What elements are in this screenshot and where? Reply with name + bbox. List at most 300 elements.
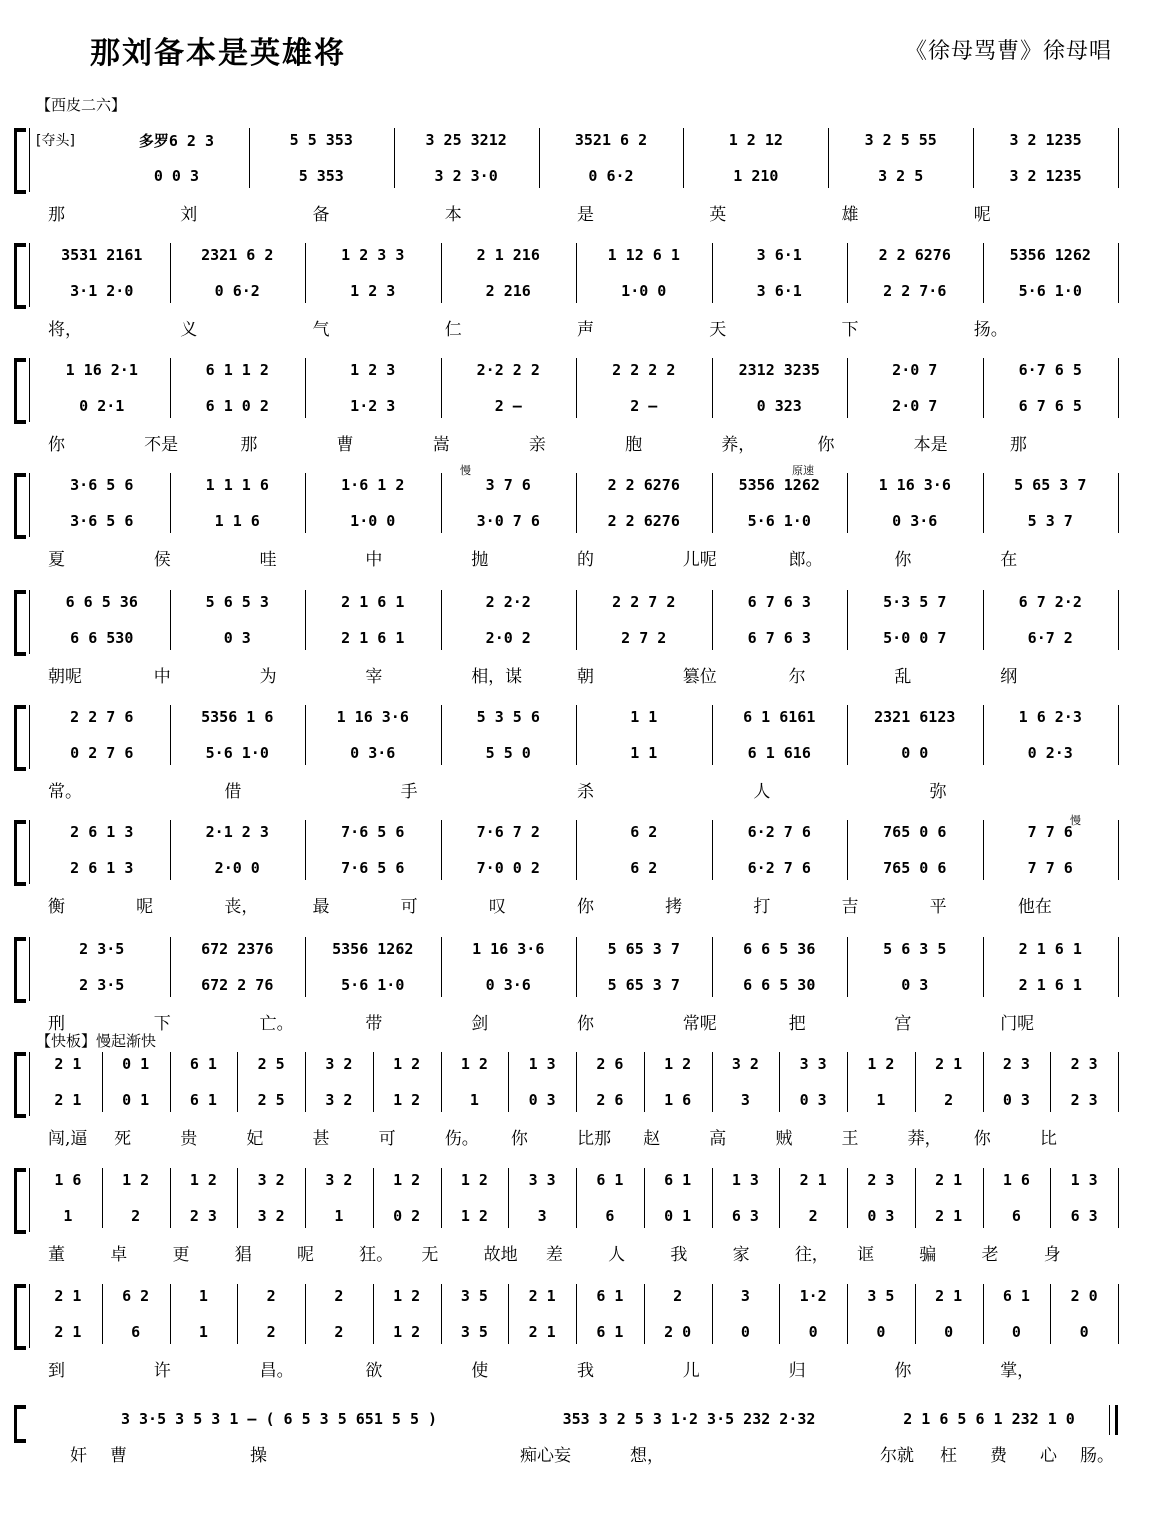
measure — [400, 166, 533, 186]
measure — [989, 628, 1113, 648]
lyric-syllable: 死 — [114, 1129, 132, 1149]
lyric-syllable: 卓 — [110, 1245, 128, 1265]
notation-text: 3·1 2·0 — [70, 282, 134, 300]
barline — [441, 705, 442, 765]
score-system — [14, 128, 1132, 228]
notation-text: 3·6 5 6 — [70, 512, 134, 530]
barline — [847, 473, 848, 533]
lower-staff — [14, 1206, 1132, 1226]
measure — [514, 1170, 570, 1190]
notation-text: 1 12 6 1 — [607, 246, 680, 264]
lyric-syllable: 我 — [577, 1361, 594, 1381]
lyric-syllable: 人 — [608, 1245, 626, 1265]
barline — [305, 820, 306, 880]
barline — [441, 1052, 442, 1112]
notation-text: 2 1 216 — [476, 246, 540, 264]
notation-text: 3 3 — [799, 1055, 827, 1073]
measure — [689, 130, 822, 150]
measure — [447, 628, 571, 648]
barline — [779, 1284, 780, 1344]
notation-text: 2 — [334, 1287, 344, 1305]
notation-text: 1 6 — [54, 1171, 82, 1189]
notation-text: 1 3 — [1070, 1171, 1098, 1189]
notation-text: 1 2 — [393, 1091, 421, 1109]
notation-text: 1 6 2·3 — [1018, 708, 1082, 726]
notation-text: 2 1 — [935, 1207, 963, 1225]
notation-text: 5356 1262 — [738, 476, 820, 494]
notation-text: 0 3 — [1002, 1091, 1030, 1109]
measure — [243, 1322, 299, 1342]
measure — [545, 130, 678, 150]
lyric-line — [70, 1441, 1114, 1466]
measure — [176, 1206, 232, 1226]
measure — [514, 1206, 570, 1226]
lyric-syllable: 宫 — [894, 1014, 912, 1034]
measure — [785, 1090, 841, 1110]
measure — [1056, 1286, 1112, 1306]
lyric-syllable: 你 — [894, 550, 912, 570]
measure — [989, 281, 1113, 301]
measure — [176, 1286, 232, 1306]
lyric-syllable: 往， — [794, 1245, 829, 1265]
barline — [983, 1284, 984, 1344]
lyric-syllable: 尔 — [788, 667, 806, 687]
notation-text: 0 6·2 — [588, 167, 634, 185]
barline — [576, 937, 577, 997]
notation-text: 2 1 — [54, 1287, 82, 1305]
notation-text: 1 2 12 — [728, 131, 783, 149]
measure — [447, 360, 571, 380]
measure — [853, 511, 977, 531]
notation-text: 2 6 1 3 — [70, 859, 134, 877]
notation-text: 2 3 — [189, 1207, 217, 1225]
barline — [576, 590, 577, 650]
measure — [40, 281, 164, 301]
lyric-syllable: 肠。 — [1080, 1446, 1114, 1466]
lyric-syllable: 丧， — [224, 897, 259, 917]
lyric-syllable: 曹 — [110, 1446, 127, 1466]
lyric-syllable: 尔就 — [880, 1446, 914, 1466]
song-source: 《徐母骂曹》徐母唱 — [904, 39, 1112, 64]
measure — [989, 475, 1113, 495]
notation-text: 2 1 — [528, 1323, 556, 1341]
barline — [983, 705, 984, 765]
lyric-syllable: 诓 — [857, 1245, 875, 1265]
song-title: 那刘备本是英雄将 — [90, 36, 346, 71]
lyric-syllable: 手 — [400, 782, 418, 802]
barline — [712, 1284, 713, 1344]
lyric-syllable: 本是 — [913, 435, 948, 455]
barline — [170, 358, 171, 418]
notation-text: 3 25 3212 — [425, 131, 507, 149]
notation-text: 6 1 — [1002, 1287, 1030, 1305]
notation-text: 7·0 0 2 — [476, 859, 540, 877]
notation-text: 6 1 6161 — [743, 708, 816, 726]
measure — [40, 245, 164, 265]
notation-text: 672 2 76 — [201, 976, 274, 994]
notation-text: 6 1 — [189, 1055, 217, 1073]
lyric-syllable: 你 — [894, 1361, 912, 1381]
barline — [712, 1168, 713, 1228]
notation-text: 2 2 7·6 — [883, 282, 947, 300]
notation-text: 1 2 — [393, 1055, 421, 1073]
barline — [102, 1052, 103, 1112]
measure — [718, 1054, 774, 1074]
measure — [582, 822, 706, 842]
measure — [785, 1286, 841, 1306]
lower-staff — [14, 628, 1132, 648]
notation-text: 0 0 3 — [153, 167, 199, 185]
measure — [874, 1409, 1104, 1429]
notation-text: 5 5 353 — [289, 131, 353, 149]
final-barline-thin — [1109, 1405, 1110, 1435]
notation-text: 2 3·5 — [79, 940, 125, 958]
notation-text: 0 2·3 — [1027, 744, 1073, 762]
notation-text: 2 1 6 1 — [341, 629, 405, 647]
measure — [1056, 1170, 1112, 1190]
measure — [853, 1322, 909, 1342]
notation-text: 5 65 3 7 — [607, 976, 680, 994]
notation-text: 2 2 7 6 — [70, 708, 134, 726]
barline — [1118, 1168, 1119, 1228]
notation-text: 1 2 — [460, 1207, 488, 1225]
measure — [582, 475, 706, 495]
notation-text: 3 — [740, 1091, 750, 1109]
barline — [644, 1284, 645, 1344]
measure — [582, 1322, 638, 1342]
measure — [379, 1286, 435, 1306]
measure — [40, 360, 164, 380]
measure — [921, 1322, 977, 1342]
notation-text: 0 3·6 — [892, 512, 938, 530]
measure — [311, 743, 435, 763]
lyric-syllable: 无 — [421, 1245, 439, 1265]
measure — [582, 1090, 638, 1110]
notation-text: 5 5 0 — [485, 744, 531, 762]
notation-text: 6 6 5 30 — [743, 976, 816, 994]
notation-text: 1 6 — [664, 1091, 692, 1109]
measure — [514, 1090, 570, 1110]
measure — [853, 1054, 909, 1074]
notation-text: 多罗6 2 3 — [138, 131, 214, 150]
measure — [447, 1170, 503, 1190]
measure — [582, 975, 706, 995]
measure — [311, 1206, 367, 1226]
notation-text: 0 1 — [122, 1091, 150, 1109]
notation-text: 6 1 — [664, 1171, 692, 1189]
notation-text: 7·6 5 6 — [341, 859, 405, 877]
measure — [108, 1054, 164, 1074]
lyric-syllable: 狂。 — [359, 1245, 394, 1265]
barline — [1118, 1284, 1119, 1344]
barline — [170, 937, 171, 997]
measure — [718, 360, 842, 380]
lyric-syllable: 费 — [990, 1446, 1007, 1466]
notation-text: 3 7 6 — [485, 476, 531, 494]
notation-text: 0 0 — [901, 744, 929, 762]
notation-text: 6 3 — [731, 1207, 759, 1225]
lower-staff — [14, 1322, 1132, 1342]
notation-text: 6 7 6 3 — [747, 593, 811, 611]
barline — [983, 820, 984, 880]
notation-text: 6 6 530 — [70, 629, 134, 647]
barline — [170, 1052, 171, 1112]
notation-text: 2 1 — [54, 1055, 82, 1073]
measure — [176, 592, 300, 612]
notation-text: 2 3·5 — [79, 976, 125, 994]
lyric-syllable: 郎。 — [788, 550, 823, 570]
lyric-syllable: 更 — [172, 1245, 190, 1265]
lyric-syllable: 伤。 — [444, 1129, 479, 1149]
measure — [989, 245, 1113, 265]
measure — [718, 592, 842, 612]
barline — [712, 358, 713, 418]
lyric-syllable: 操 — [250, 1446, 267, 1466]
notation-text: 6·7 6 5 — [1018, 361, 1082, 379]
measure — [921, 1054, 977, 1074]
notation-text: 5356 1 6 — [201, 708, 274, 726]
measure — [243, 1286, 299, 1306]
measure — [40, 975, 164, 995]
barline — [508, 1052, 509, 1112]
measure — [979, 166, 1112, 186]
measure — [40, 396, 164, 416]
lyric-syllable: 亡。 — [259, 1014, 294, 1034]
notation-text: 3521 6 2 — [574, 131, 648, 149]
lyric-line — [44, 1009, 1132, 1033]
notation-text: 0 2·1 — [79, 397, 125, 415]
measure — [582, 360, 706, 380]
measure — [311, 396, 435, 416]
barline — [441, 937, 442, 997]
measure — [176, 360, 300, 380]
measure — [650, 1322, 706, 1342]
notation-text: 3 2 1235 — [1009, 131, 1082, 149]
lyric-line — [44, 777, 1132, 801]
barline — [102, 1284, 103, 1344]
measure — [40, 939, 164, 959]
measure — [718, 1170, 774, 1190]
measure — [834, 166, 967, 186]
measure — [176, 1090, 232, 1110]
barline — [915, 1052, 916, 1112]
notation-text: 1 2 — [393, 1323, 421, 1341]
notation-text: 0 1 — [664, 1207, 692, 1225]
measure — [718, 1090, 774, 1110]
lower-staff — [14, 281, 1132, 301]
barline — [847, 705, 848, 765]
lyric-syllable: 哇 — [259, 550, 277, 570]
measure — [447, 1286, 503, 1306]
lyric-syllable: 是 — [577, 205, 594, 225]
tempo-mark: 慢 — [460, 464, 471, 477]
score-system — [14, 1052, 1132, 1152]
barline — [441, 243, 442, 303]
barline — [847, 820, 848, 880]
measure — [853, 858, 977, 878]
lyric-syllable: 亲 — [528, 435, 546, 455]
measure — [650, 1286, 706, 1306]
measure — [989, 822, 1113, 842]
upper-staff — [14, 245, 1132, 265]
measure — [514, 1054, 570, 1074]
notation-text: 7·6 7 2 — [476, 823, 540, 841]
lyric-syllable: 归 — [788, 1361, 806, 1381]
measure — [447, 707, 571, 727]
barline — [576, 473, 577, 533]
barline — [983, 590, 984, 650]
notation-text: 3·6 5 6 — [70, 476, 134, 494]
measure — [853, 743, 977, 763]
measure — [447, 1054, 503, 1074]
notation-text: 6·2 7 6 — [747, 859, 811, 877]
notation-text: 0 — [808, 1323, 818, 1341]
notation-text: 1 2 — [460, 1055, 488, 1073]
measure — [311, 281, 435, 301]
barline — [305, 358, 306, 418]
lyric-syllable: 嵩 — [432, 435, 450, 455]
barline — [683, 128, 684, 188]
lyric-syllable: 那 — [48, 205, 65, 225]
upper-staff — [14, 1286, 1132, 1306]
notation-text: 2 – — [630, 397, 658, 415]
measure — [650, 1090, 706, 1110]
notation-text: 5·6 1·0 — [205, 744, 269, 762]
notation-text: 1 — [198, 1287, 208, 1305]
notation-text: 0 — [944, 1323, 954, 1341]
notation-text: 6 1 — [596, 1171, 624, 1189]
measure — [989, 592, 1113, 612]
measure — [582, 1054, 638, 1074]
lyric-syllable: 天 — [709, 320, 727, 340]
notation-text: 2 6 — [596, 1055, 624, 1073]
notation-text: 2 3 — [1070, 1091, 1098, 1109]
notation-text: 1 2 — [664, 1055, 692, 1073]
notation-text: 2 1 — [528, 1287, 556, 1305]
notation-text: 3 5 — [460, 1287, 488, 1305]
barline — [973, 128, 974, 188]
measure — [311, 1286, 367, 1306]
measure — [989, 939, 1113, 959]
notation-text: 0 3 — [528, 1091, 556, 1109]
lyric-syllable: 侯 — [153, 550, 171, 570]
notation-text: 1 1 — [630, 708, 658, 726]
measure — [979, 130, 1112, 150]
barline — [170, 243, 171, 303]
measure — [108, 1286, 164, 1306]
lyric-syllable: 纲 — [1000, 667, 1018, 687]
lyric-syllable: 老 — [981, 1245, 999, 1265]
measure — [176, 475, 300, 495]
upper-staff — [14, 707, 1132, 727]
notation-text: 7·6 5 6 — [341, 823, 405, 841]
measure — [54, 1409, 504, 1429]
barline — [915, 1284, 916, 1344]
measure — [1056, 1206, 1112, 1226]
measure — [853, 245, 977, 265]
measure — [447, 939, 571, 959]
score-system — [14, 937, 1132, 1037]
barline — [779, 1052, 780, 1112]
measure — [582, 245, 706, 265]
measure — [40, 1322, 96, 1342]
lyric-syllable: 儿呢 — [682, 550, 717, 570]
notation-text: 1 2 — [867, 1055, 895, 1073]
measure — [853, 396, 977, 416]
barline — [644, 1168, 645, 1228]
measure — [176, 939, 300, 959]
notation-text: 2 0 — [1070, 1287, 1098, 1305]
measure — [40, 743, 164, 763]
lyric-syllable: 奸 — [70, 1446, 87, 1466]
lyric-syllable: 衡 — [48, 897, 65, 917]
lyric-syllable: 甚 — [312, 1129, 330, 1149]
measure — [582, 511, 706, 531]
measure — [785, 1206, 841, 1226]
measure — [176, 822, 300, 842]
lyric-line — [44, 200, 1132, 224]
measure — [785, 1170, 841, 1190]
barline — [576, 1284, 577, 1344]
barline — [1050, 1284, 1051, 1344]
barline — [237, 1284, 238, 1344]
measure — [718, 858, 842, 878]
barline — [249, 128, 250, 188]
notation-text: 1·2 3 — [350, 397, 396, 415]
tempo-mark: 原速 — [792, 464, 814, 477]
notation-text: 1 — [198, 1323, 208, 1341]
measure — [718, 975, 842, 995]
notation-text: 2 1 — [54, 1323, 82, 1341]
barline — [1118, 937, 1119, 997]
measure — [176, 975, 300, 995]
lyric-syllable: 你 — [577, 1014, 594, 1034]
notation-text: 2 – — [494, 397, 522, 415]
notation-text: 3531 2161 — [61, 246, 143, 264]
measure — [243, 1170, 299, 1190]
measure — [989, 396, 1113, 416]
notation-text: 3 2 5 55 — [864, 131, 937, 149]
lyric-syllable: 雄 — [841, 205, 859, 225]
notation-text: 2 1 6 1 — [341, 593, 405, 611]
measure — [255, 130, 388, 150]
notation-text: 2 1 — [935, 1055, 963, 1073]
barline — [847, 358, 848, 418]
notation-text: 5356 1262 — [332, 940, 414, 958]
barline — [847, 590, 848, 650]
measure — [176, 281, 300, 301]
score-system — [14, 358, 1132, 458]
lyric-syllable: 中 — [153, 667, 171, 687]
measure — [447, 475, 571, 495]
lyric-syllable: 许 — [153, 1361, 171, 1381]
notation-text: 2 1 6 5 6 1 232 1 0 — [903, 1410, 1075, 1428]
barline — [712, 473, 713, 533]
lyric-syllable: 人 — [753, 782, 771, 802]
lyric-syllable: 呢 — [296, 1245, 314, 1265]
measure — [785, 1322, 841, 1342]
measure — [989, 1090, 1045, 1110]
measure — [176, 1054, 232, 1074]
notation-text: 6 3 — [1070, 1207, 1098, 1225]
notation-text: 2 0 — [664, 1323, 692, 1341]
measure — [447, 245, 571, 265]
barline — [508, 1168, 509, 1228]
notation-text: 0 3 — [223, 629, 251, 647]
measure — [514, 1286, 570, 1306]
measure — [718, 1286, 774, 1306]
notation-text: 5 65 3 7 — [1014, 476, 1087, 494]
